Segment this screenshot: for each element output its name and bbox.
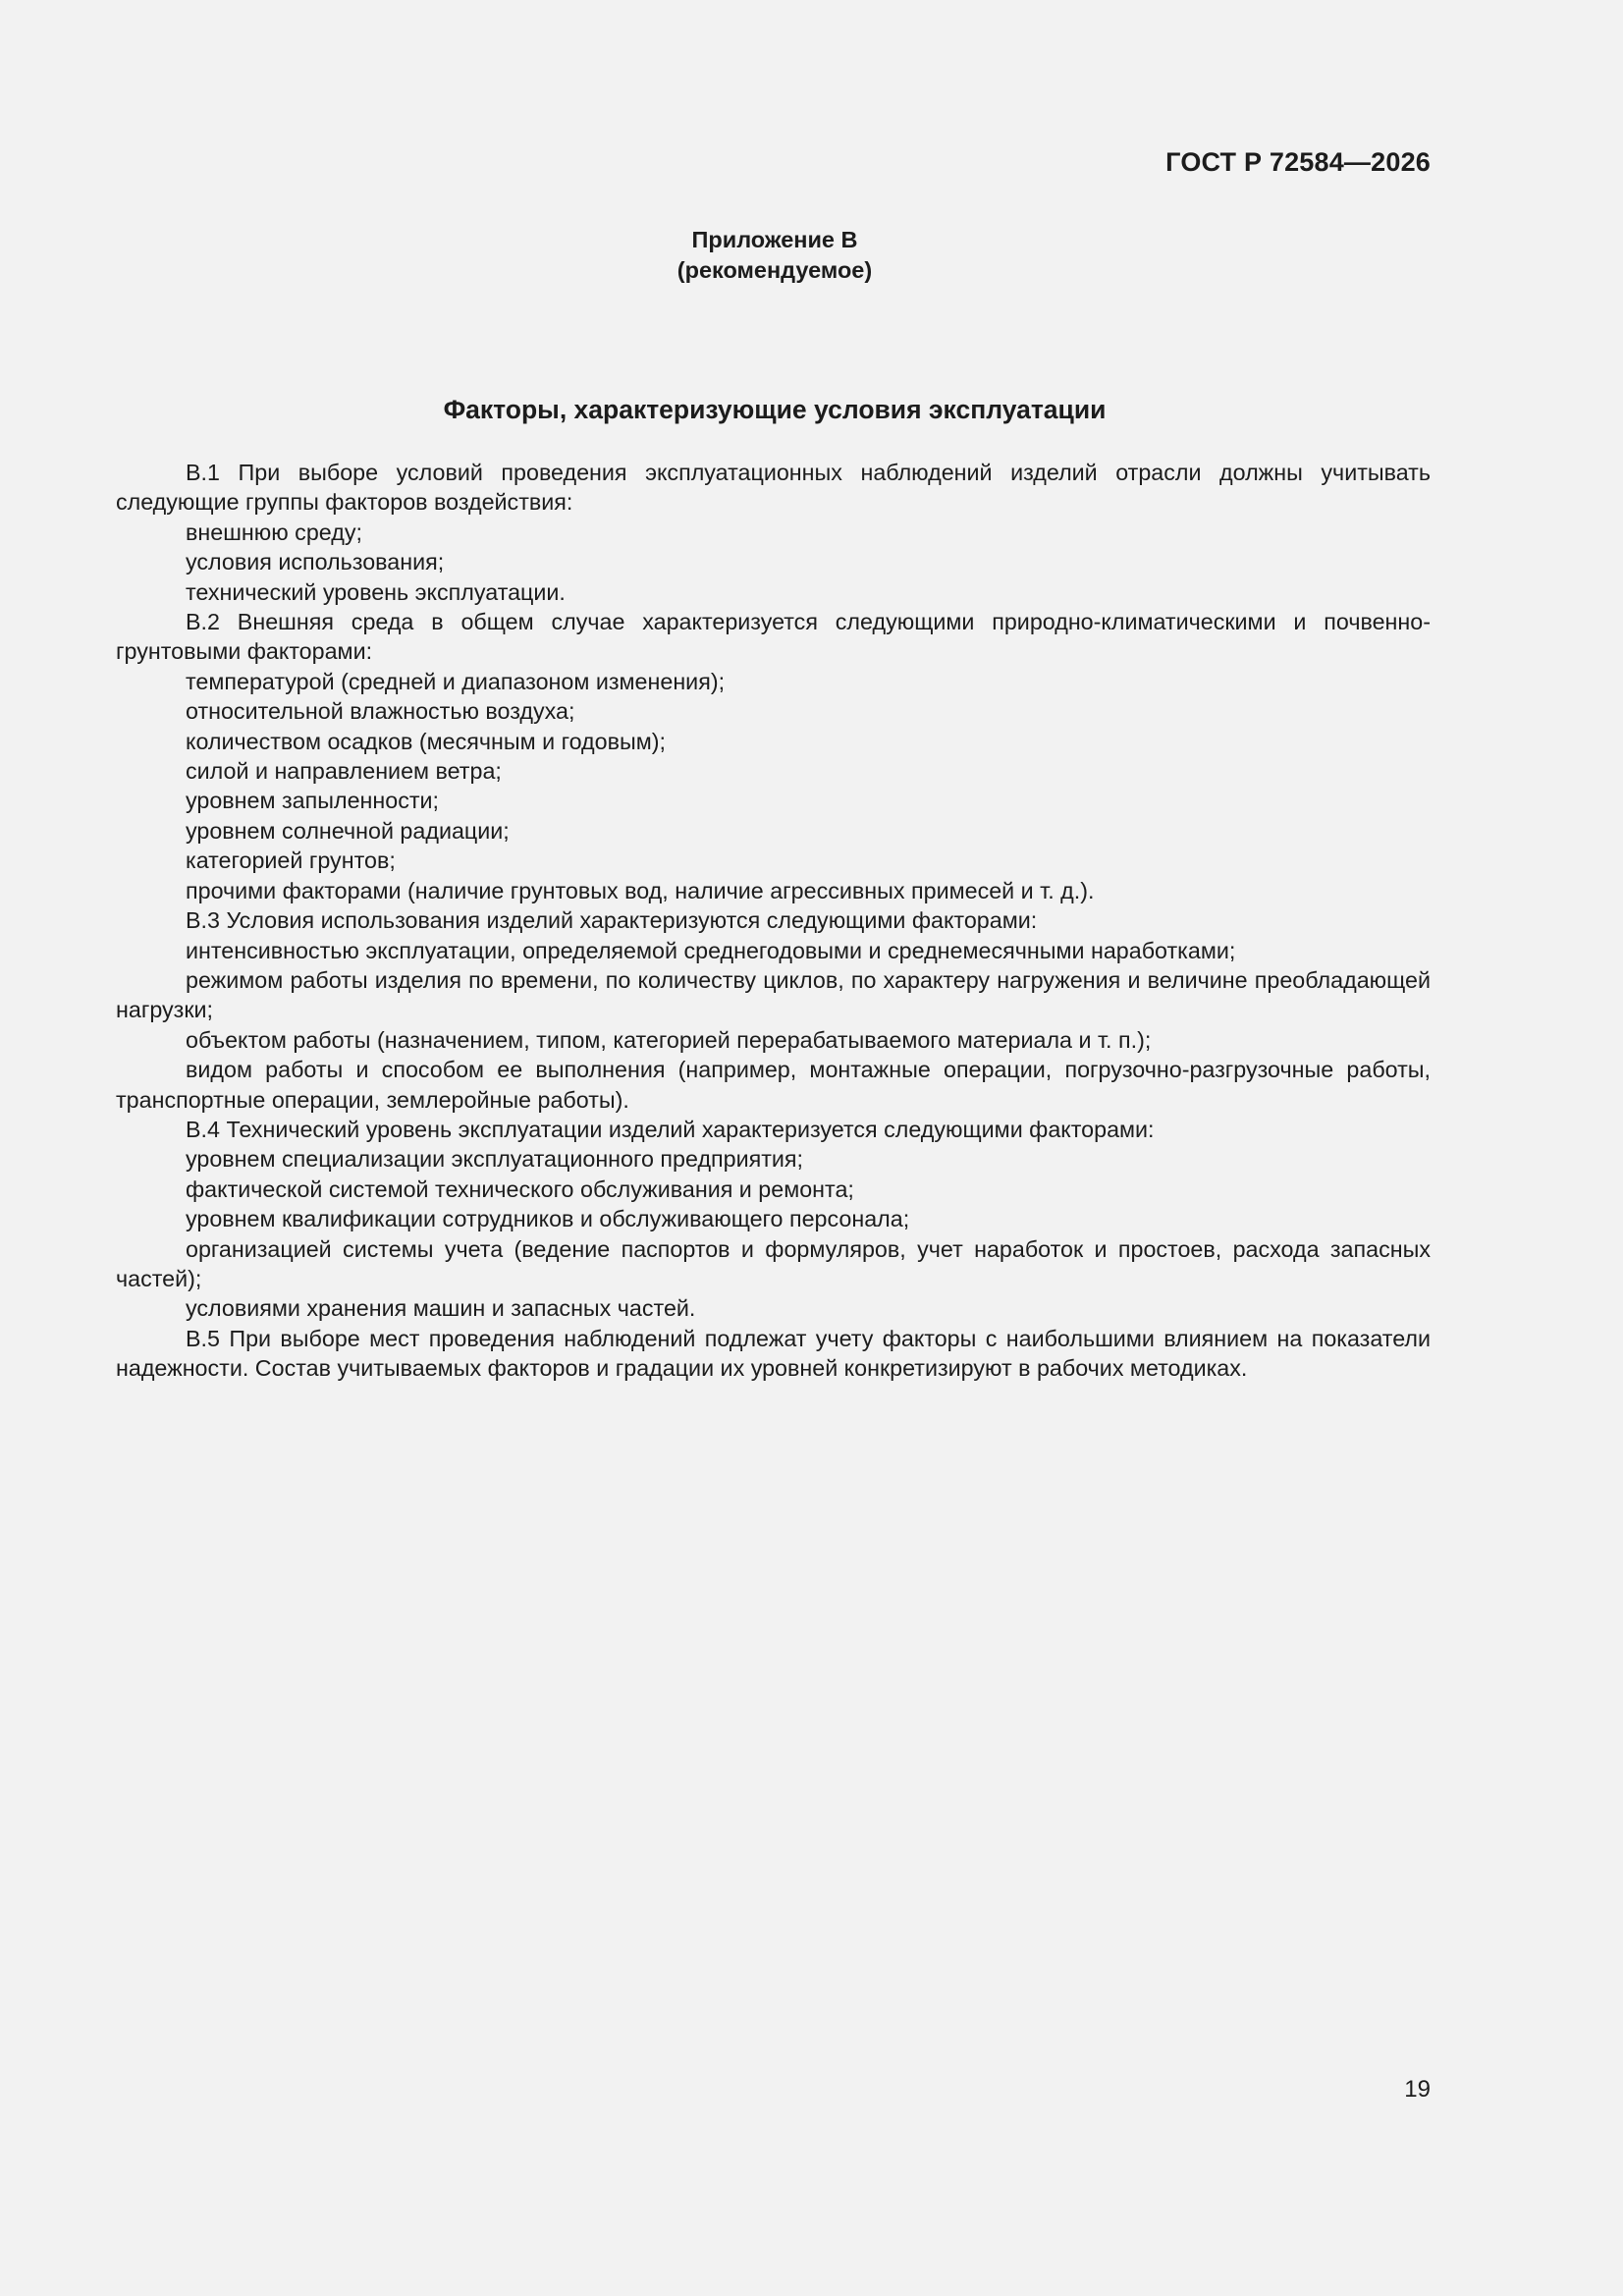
list-item: уровнем солнечной радиации; — [186, 817, 510, 844]
appendix-title: Приложение В — [691, 227, 858, 252]
list-item: условиями хранения машин и запасных частей. — [186, 1295, 696, 1322]
paragraph-b3: В.3 Условия использования изделий характеризуются следующими факторами: — [186, 907, 1038, 934]
page-number: 19 — [1404, 2076, 1431, 2103]
list-item: режимом работы изделия по времени, по количеству циклов, по характеру нагружения и величине преобладающей нагрузки; — [116, 966, 1431, 1023]
list-item: прочими факторами (наличие грунтовых вод, наличие агрессивных примесей и т. д.). — [186, 877, 1095, 903]
list-item: уровнем запыленности; — [186, 788, 440, 814]
list-item: внешнюю среду; — [186, 519, 362, 545]
list-item: силой и направлением ветра; — [186, 758, 502, 785]
list-item: организацией системы учета (ведение паспортов и формуляров, учет наработок и простоев, расхода запасных частей); — [116, 1235, 1431, 1291]
list-item: интенсивностью эксплуатации, определяемой среднегодовыми и среднемесячными наработками; — [186, 937, 1236, 963]
list-item: фактической системой технического обслуживания и ремонта; — [186, 1175, 854, 1202]
list-item: уровнем специализации эксплуатационного предприятия; — [186, 1146, 804, 1173]
list-item: уровнем квалификации сотрудников и обслуживающего персонала; — [186, 1206, 910, 1232]
list-item: относительной влажностью воздуха; — [186, 698, 575, 725]
list-item: количеством осадков (месячным и годовым); — [186, 728, 666, 754]
paragraph-b1: В.1 При выборе условий проведения эксплуатационных наблюдений изделий отрасли должны учитывать следующие группы факторов воздействия: — [116, 460, 1431, 516]
list-item: объектом работы (назначением, типом, категорией перерабатываемого материала и т. п.); — [186, 1026, 1152, 1053]
list-item: температурой (средней и диапазоном изменения); — [186, 668, 726, 694]
body-text — [116, 458, 1431, 1384]
appendix-status: (рекомендуемое) — [676, 257, 873, 283]
list-item: условия использования; — [186, 549, 445, 575]
paragraph-b4: В.4 Технический уровень эксплуатации изделий характеризуется следующими факторами: — [186, 1116, 1155, 1142]
document-code: ГОСТ Р 72584—2026 — [1165, 147, 1431, 177]
appendix-heading — [0, 225, 1549, 286]
paragraph-b2: В.2 Внешняя среда в общем случае характеризуется следующими природно-климатическими и почвенно-грунтовыми факторами: — [116, 609, 1431, 665]
list-item: видом работы и способом ее выполнения (например, монтажные операции, погрузочно-разгрузочные работы, транспортные операции, землеройные работы). — [116, 1057, 1431, 1113]
list-item: категорией грунтов; — [186, 847, 396, 874]
section-title: Факторы, характеризующие условия эксплуатации — [443, 395, 1107, 424]
list-item: технический уровень эксплуатации. — [186, 578, 566, 605]
paragraph-b5: В.5 При выборе мест проведения наблюдений подлежат учету факторы с наибольшими влиянием на показатели надежности. Состав учитываемых факторов и градации их уровней конкретизируют в рабочих методиках. — [116, 1325, 1431, 1382]
